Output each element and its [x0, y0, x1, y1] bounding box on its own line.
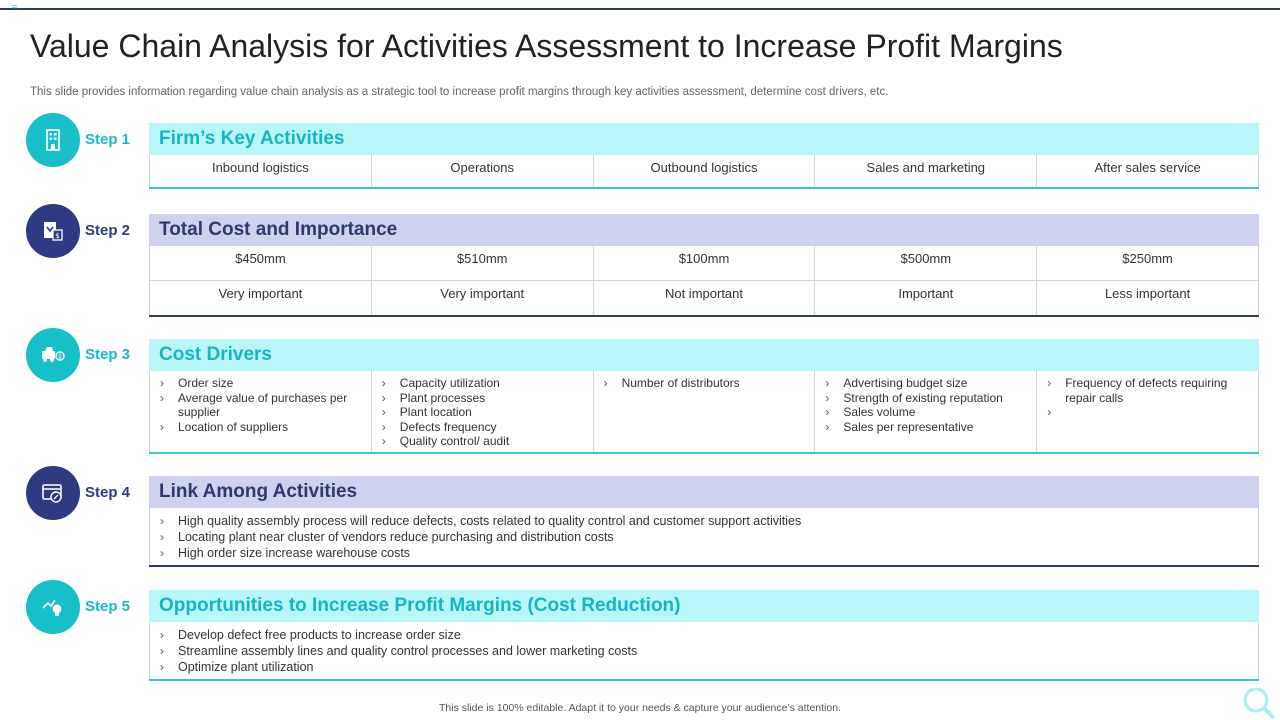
list-item: › Optimize plant utilization — [158, 659, 1250, 675]
table-cell: Very important — [371, 281, 593, 315]
list-item: › Location of suppliers — [158, 420, 363, 435]
table-cell: $510mm — [371, 246, 593, 280]
list-item: › Streamline assembly lines and quality control processes and lower marketing costs — [158, 643, 1250, 659]
drivers-column — [593, 371, 815, 452]
drivers-column — [150, 371, 371, 452]
step-3-label: Step 3 — [85, 346, 131, 363]
list-item — [1045, 405, 1250, 420]
total-cost-header: Total Cost and Importance — [149, 214, 1259, 246]
cost-drivers-panel — [149, 339, 1259, 454]
drivers-column — [814, 371, 1036, 452]
list-item: › High order size increase warehouse costs — [158, 545, 1250, 561]
list-item: › Quality control/ audit — [380, 434, 585, 449]
table-cell: Sales and marketing — [814, 155, 1036, 187]
list-item: › Sales volume — [823, 405, 1028, 420]
activities-row — [150, 155, 1258, 187]
list-item: › Strength of existing reputation — [823, 391, 1028, 406]
table-cell: $250mm — [1036, 246, 1258, 280]
list-item: › Average value of purchases per supplier — [158, 391, 363, 420]
step-2-label: Step 2 — [85, 222, 131, 239]
svg-text:$: $ — [58, 353, 62, 361]
list-item: › High quality assembly process will reduce defects, costs related to quality control and customer support activities — [158, 513, 1250, 529]
cost-document-icon — [26, 204, 80, 258]
list-item: › Capacity utilization — [380, 376, 585, 391]
step-4-label: Step 4 — [85, 484, 131, 501]
list-item: › Sales per representative — [823, 420, 1028, 435]
opportunities-panel — [149, 590, 1259, 681]
link-activities-header: Link Among Activities — [149, 476, 1259, 508]
list-item: › Locating plant near cluster of vendors reduce purchasing and distribution costs — [158, 529, 1250, 545]
corner-decoration-icon: ≈ — [12, 2, 16, 13]
table-cell: Outbound logistics — [593, 155, 815, 187]
drivers-column — [371, 371, 593, 452]
opportunities-header: Opportunities to Increase Profit Margins (Cost Reduction) — [149, 590, 1259, 622]
page-subtitle: This slide provides information regarding value chain analysis as a strategic tool to increase profit margins through key activities assessment, determine cost drivers, etc. — [30, 86, 889, 98]
table-cell: Not important — [593, 281, 815, 315]
table-cell: $500mm — [814, 246, 1036, 280]
top-rule — [0, 8, 1280, 10]
drivers-column — [1036, 371, 1258, 452]
table-cell: After sales service — [1036, 155, 1258, 187]
table-cell: Inbound logistics — [211, 160, 309, 175]
page-title: Value Chain Analysis for Activities Assessment to Increase Profit Margins — [30, 28, 1063, 64]
key-activities-panel — [149, 123, 1259, 189]
search-icon — [1240, 684, 1276, 720]
step-5-label: Step 5 — [85, 598, 131, 615]
list-item: › Frequency of defects requiring repair calls — [1045, 376, 1250, 405]
browser-link-icon — [26, 466, 80, 520]
table-cell: $100mm — [593, 246, 815, 280]
footer-note: This slide is 100% editable. Adapt it to your needs & capture your audience’s attention. — [439, 702, 841, 714]
step-1-label: Step 1 — [85, 131, 131, 148]
truck-dollar-icon — [26, 328, 80, 382]
table-cell: $450mm — [235, 251, 286, 266]
list-item: › Number of distributors — [602, 376, 807, 391]
list-item: › Order size — [158, 376, 363, 391]
list-item: › Defects frequency — [380, 420, 585, 435]
link-activities-panel — [149, 476, 1259, 567]
cost-row — [150, 246, 1258, 280]
cost-drivers-grid — [150, 371, 1258, 452]
list-item: › Plant processes — [380, 391, 585, 406]
svg-text:$: $ — [55, 232, 60, 240]
table-cell: Very important — [218, 286, 303, 301]
list-item: › Advertising budget size — [823, 376, 1028, 391]
table-cell: Important — [814, 281, 1036, 315]
list-item: › Develop defect free products to increase order size — [158, 627, 1250, 643]
importance-row — [150, 280, 1258, 315]
table-cell: Less important — [1036, 281, 1258, 315]
growth-bulb-icon — [26, 580, 80, 634]
list-item: › Plant location — [380, 405, 585, 420]
key-activities-header: Firm’s Key Activities — [149, 123, 1259, 155]
cost-drivers-header: Cost Drivers — [149, 339, 1259, 371]
total-cost-panel — [149, 214, 1259, 317]
building-icon — [26, 113, 80, 167]
table-cell: Operations — [371, 155, 593, 187]
